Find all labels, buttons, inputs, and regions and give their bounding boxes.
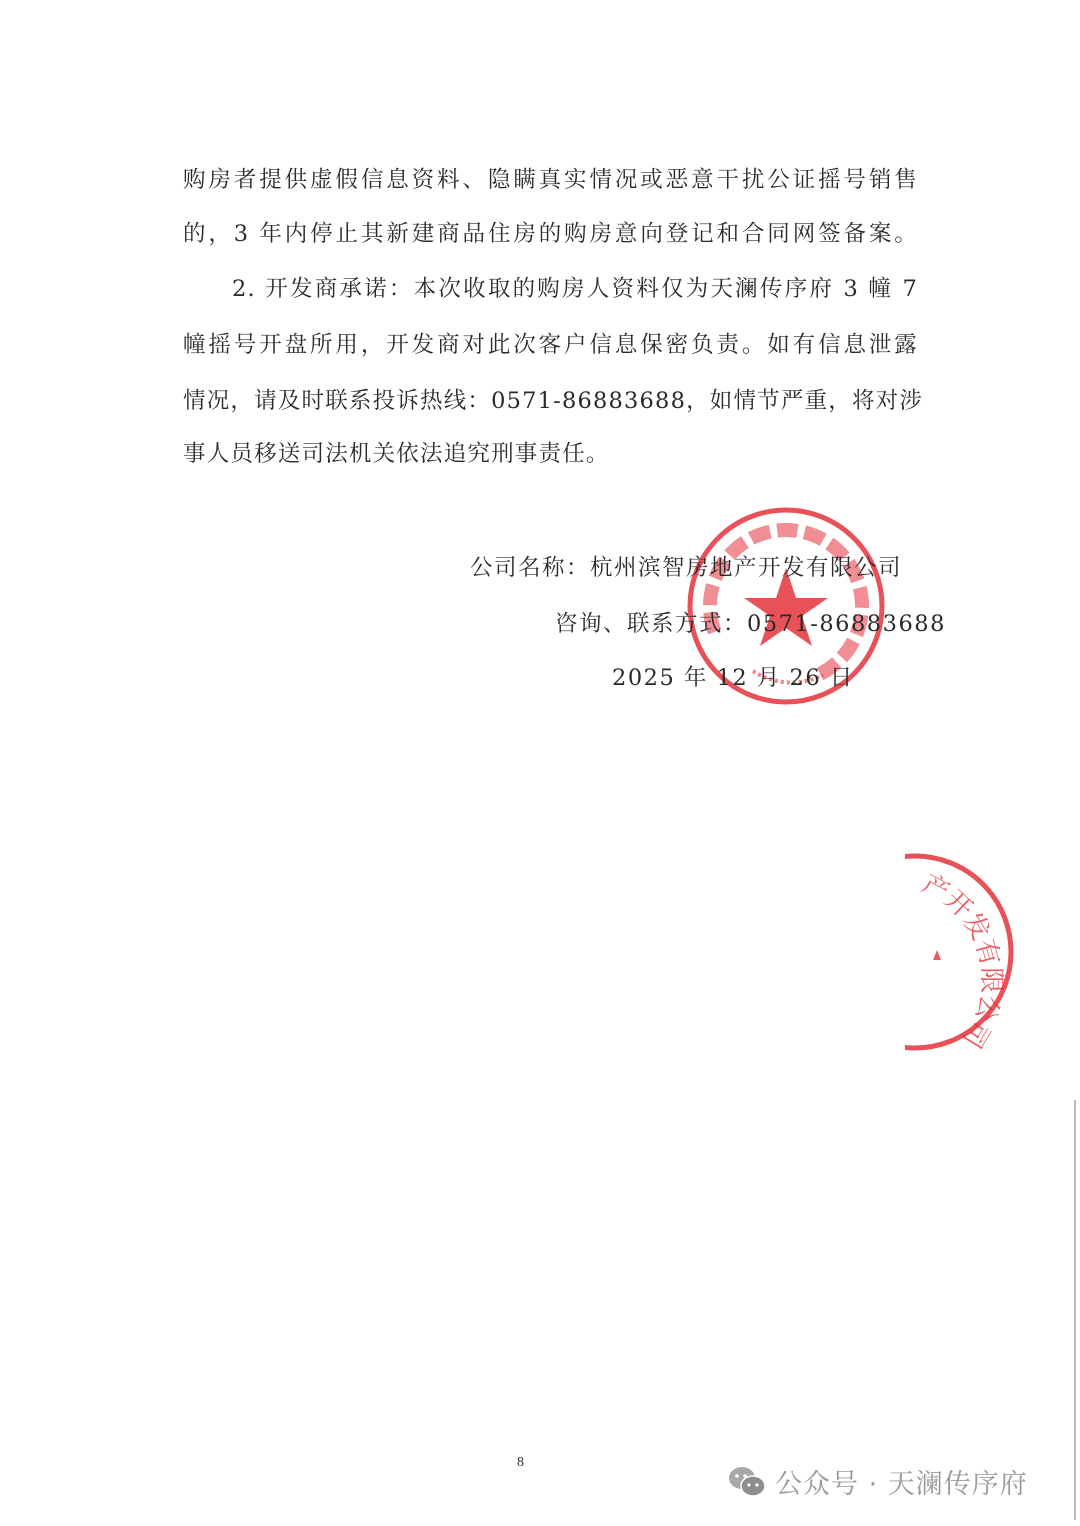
wechat-icon [727,1465,767,1499]
body-line: 事人员移送司法机关依法追究刑事责任。 [183,441,610,467]
scan-edge [1074,1100,1076,1520]
body-line: 情况，请及时联系投诉热线：0571-86883688，如情节严重，将对涉 [183,388,924,414]
watermark-text: 公众号 · 天澜传序府 [775,1469,1028,1500]
contact-info: 咨询、联系方式：0571-86883688 [555,611,946,637]
svg-text:产开发有限公司: 产开发有限公司 [917,868,1006,1053]
watermark [727,1462,1028,1501]
body-line: 购房者提供虚假信息资料、隐瞒真实情况或恶意干扰公证摇号销售 [183,167,918,193]
signature-date: 2025 年 12 月 26 日 [612,665,854,691]
company-name: 公司名称：杭州滨智房地产开发有限公司 [470,555,903,581]
partial-seal [905,850,1015,1055]
page-number: 8 [517,1455,524,1470]
body-line: 幢摇号开盘所用，开发商对此次客户信息保密负责。如有信息泄露 [183,332,918,358]
body-line: 的，3 年内停止其新建商品住房的购房意向登记和合同网签备案。 [183,221,918,247]
body-line: 2. 开发商承诺：本次收取的购房人资料仅为天澜传序府 3 幢 7 [232,276,918,302]
